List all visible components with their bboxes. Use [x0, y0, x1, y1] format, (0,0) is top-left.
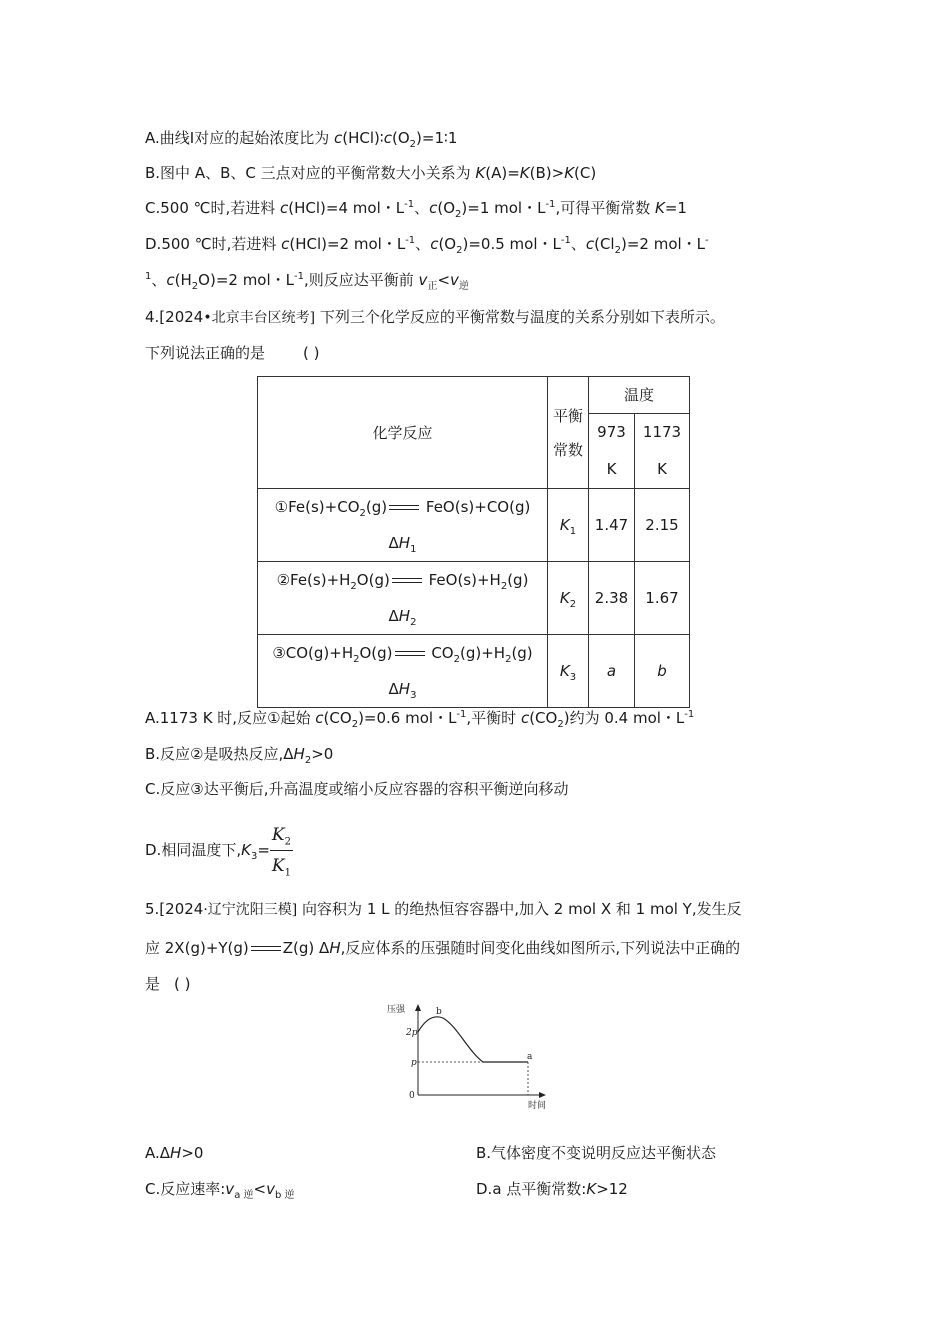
y-axis-label: 压强: [387, 1005, 406, 1015]
q5-option-b: B.气体密度不变说明反应达平衡状态: [476, 1144, 717, 1162]
header-1173k: 1173 K: [635, 414, 690, 489]
equilibrium-arrow-icon: [390, 576, 424, 586]
header-reaction: 化学反应: [258, 377, 548, 489]
q5-stem-line1: 5.[2024·辽宁沈阳三模] 向容积为 1 L 的绝热恒容容器中,加入 2 mol X 和 1 mol Y,发生反: [145, 900, 742, 918]
q5-option-d: D.a 点平衡常数:K>12: [476, 1180, 628, 1198]
pressure-time-graph: [385, 1000, 555, 1112]
x-axis-label: 时间: [528, 1101, 547, 1111]
header-temperature: 温度: [589, 377, 690, 414]
header-constant: 平衡 常数: [548, 377, 589, 489]
q4-reaction-table: [257, 376, 690, 708]
reaction-1: $①Fe(s)+CO_2(g)$ FeO(s)+CO(g) $\Delta H_1$: [258, 489, 548, 562]
x-axis-arrow-icon: [539, 1092, 546, 1098]
point-a-label: a: [527, 1052, 533, 1062]
equilibrium-arrow-icon: [387, 503, 421, 513]
tick-p: p: [411, 1058, 417, 1068]
q5-stem-line3: 是 ( ): [145, 975, 191, 993]
table-row: [258, 635, 690, 708]
value-1173: 2.15: [635, 489, 690, 562]
header-973k: 973 K: [589, 414, 635, 489]
q5-option-a: A.ΔH>0: [145, 1144, 204, 1162]
equilibrium-arrow-icon: [393, 649, 427, 659]
q4-option-a: A.1173 K 时,反应①起始 $c(CO_2)=0.6$ mol・$L^{-1}$,平衡时 $c(CO_2)$约为 0.4 mol・$L^{-1}$: [145, 709, 695, 730]
constant-k3: $K_3$: [548, 635, 589, 708]
origin-label: 0: [409, 1091, 415, 1101]
q4-option-b: B.反应②是吸热反应$,\Delta H_2>0$: [145, 745, 334, 766]
pressure-curve: [418, 1017, 528, 1062]
q4-stem-line1: 4.[2024•北京丰台区统考] 下列三个化学反应的平衡常数与温度的关系分别如下表所示。: [145, 308, 725, 326]
q3-option-c: C.500 ℃时,若进料 c(HCl)=4 mol・$L^{-1}$、$c(O_2)=1$ mol・$L^{-1}$,可得平衡常数 K=1: [145, 199, 687, 220]
value-1173: 1.67: [635, 562, 690, 635]
fraction-k2-over-k1: $\frac{K_2}{K_1}$: [271, 825, 291, 879]
point-b-label: b: [436, 1007, 442, 1017]
table-row: [258, 489, 690, 562]
q5-stem-line2: 应 2X(g)+Y(g) Z(g) ΔH,反应体系的压强随时间变化曲线如图所示,下列说法中正确的: [145, 939, 741, 957]
reaction-2: $②Fe(s)+H_2O(g)$ $FeO(s)+H_2(g)$ $\Delta H_2$: [258, 562, 548, 635]
q4-option-c: C.反应③达平衡后,升高温度或缩小反应容器的容积平衡逆向移动: [145, 780, 569, 798]
q5-option-c: C.反应速率$:v_{a 逆}<v_{b 逆}$: [145, 1180, 295, 1201]
constant-k2: $K_2$: [548, 562, 589, 635]
value-973: a: [589, 635, 635, 708]
q3-option-d-line1: D.500 ℃时,若进料 c(HCl)=2 mol・$L^{-1}$、$c(O_2)=0.5$ mol・$L^{-1}$、$c(Cl_2)=2$ mol・L-: [145, 235, 709, 256]
value-973: 1.47: [589, 489, 635, 562]
q4-stem-line2: 下列说法正确的是 ( ): [145, 344, 320, 362]
q3-option-a: A.曲线Ⅰ对应的起始浓度比为 $c(HCl)∶c(O_2)=1∶1$: [145, 129, 458, 150]
table-row: [258, 562, 690, 635]
equilibrium-arrow-icon: [249, 944, 283, 954]
q4-option-d: D.相同温度下$,K_3=$ $\frac{K_2}{K_1}$: [145, 825, 291, 879]
q3-option-d-line2: $^1$、$c(H_2O)=2$ mol・$L^{-1}$,则反应达平衡前 $v_正<v_逆$: [145, 271, 469, 292]
value-1173: b: [635, 635, 690, 708]
q3-option-b: B.图中 A、B、C 三点对应的平衡常数大小关系为 K(A)=K(B)>K(C): [145, 164, 597, 182]
y-axis-arrow-icon: [415, 1004, 421, 1011]
value-973: 2.38: [589, 562, 635, 635]
tick-2p: 2p: [406, 1028, 418, 1038]
constant-k1: $K_1$: [548, 489, 589, 562]
reaction-3: $③CO(g)+H_2O(g)$ $CO_2(g)+H_2(g)$ $\Delta H_3$: [258, 635, 548, 708]
